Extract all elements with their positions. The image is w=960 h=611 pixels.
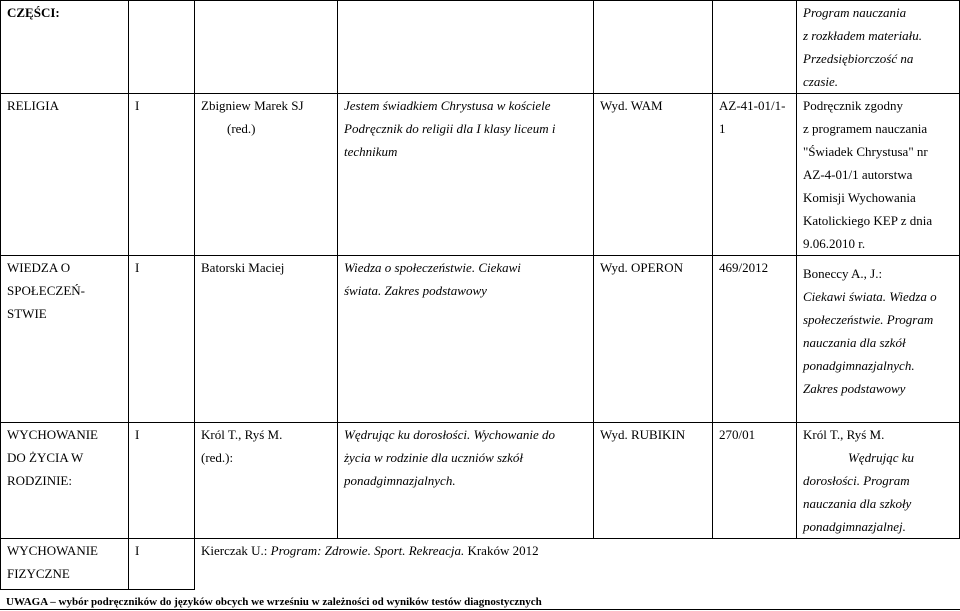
program-cell: Podręcznik zgodny z programem nauczania "Świadek Chrystusa" nr AZ-4-01/1 autorstwa Komisji Wychowania Katolickiego KEP z dnia 9.06.2010 r. <box>797 94 960 256</box>
table-row <box>1 1 960 94</box>
level-cell: I <box>129 539 195 590</box>
table-row <box>1 94 960 256</box>
title-cell: Wiedza o społeczeństwie. Ciekawi świata. Zakres podstawowy <box>338 256 594 423</box>
author-cell: Batorski Maciej <box>195 256 338 423</box>
level-cell: I <box>129 423 195 539</box>
title-cell: Wędrując ku dorosłości. Wychowanie do życia w rodzinie dla uczniów szkół ponadgimnazjalnych. <box>338 423 594 539</box>
level-cell: I <box>129 94 195 256</box>
pe-program-cell <box>195 539 960 590</box>
title-cell: Jestem świadkiem Chrystusa w kościele Podręcznik do religii dla I klasy liceum i technikum <box>338 94 594 256</box>
publisher-cell: Wyd. OPERON <box>594 256 713 423</box>
publisher-cell: Wyd. RUBIKIN <box>594 423 713 539</box>
subject-cell: WYCHOWANIE FIZYCZNE <box>1 539 129 590</box>
author-cell: Zbigniew Marek SJ (red.) <box>195 94 338 256</box>
subject-cell: RELIGIA <box>1 94 129 256</box>
program-cell: Boneccy A., J.: Ciekawi świata. Wiedza o społeczeństwie. Program nauczania dla szkół ponadgimnazjalnych. Zakres podstawowy <box>797 256 960 423</box>
number-cell: 270/01 <box>713 423 797 539</box>
program-cell: Król T., Ryś M. Wędrując ku dorosłości. Program nauczania dla szkoły ponadgimnazjalnej. <box>797 423 960 539</box>
number-cell: AZ-41-01/1- 1 <box>713 94 797 256</box>
subject-cell: WYCHOWANIE DO ŻYCIA W RODZINIE: <box>1 423 129 539</box>
subject-cell: WIEDZA O SPOŁECZEŃ- STWIE <box>1 256 129 423</box>
pe-title: Program: Zdrowie. Sport. Rekreacja. <box>267 543 465 558</box>
footer-rule <box>0 609 960 610</box>
table-row <box>1 539 960 590</box>
pe-author: Kierczak U.: <box>201 543 268 558</box>
publisher-cell: Wyd. WAM <box>594 94 713 256</box>
number-cell: 469/2012 <box>713 256 797 423</box>
table-row <box>1 423 960 539</box>
program-note: Program nauczania z rozkładem materiału. Przedsiębiorczość na czasie. <box>797 1 960 94</box>
level-cell: I <box>129 256 195 423</box>
footer-note: UWAGA – wybór podręczników do języków obcych we wrześniu w zależności od wyników testów diagnostycznych <box>6 596 542 608</box>
table-row <box>1 256 960 423</box>
author-cell: Król T., Ryś M. (red.): <box>195 423 338 539</box>
pe-title-tail: Kraków 2012 <box>464 543 539 558</box>
section-label: CZĘŚCI: <box>1 1 129 94</box>
